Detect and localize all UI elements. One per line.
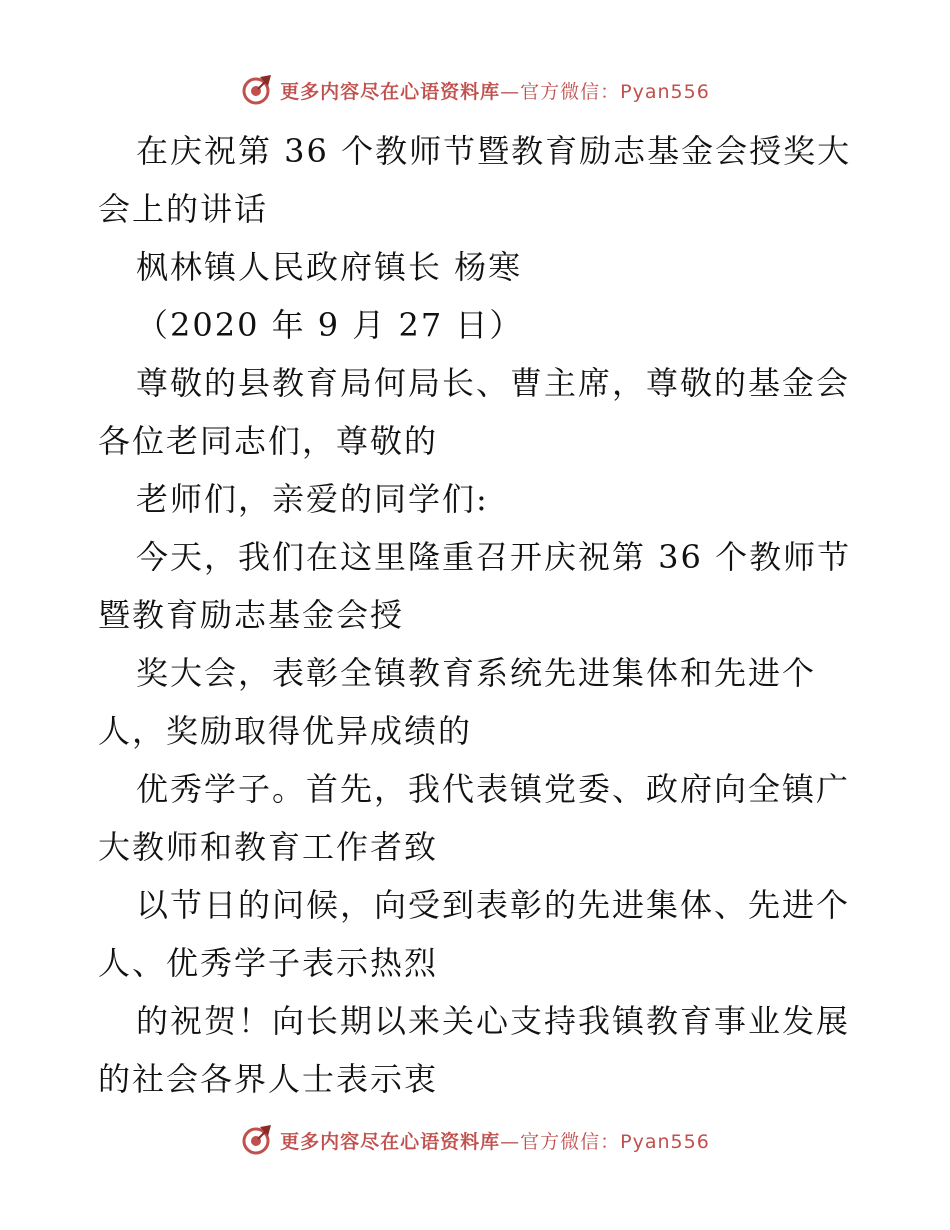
document-line: 的祝贺！向长期以来关心支持我镇教育事业发展 (136, 1002, 851, 1040)
document-line: 暨教育励志基金会授 (98, 596, 405, 634)
footer-banner (0, 1120, 950, 1160)
header-banner-text (280, 77, 710, 104)
document-line: 人、优秀学子表示热烈 (98, 944, 439, 982)
header-separator: — (500, 80, 521, 103)
document-line: 人，奖励取得优异成绩的 (98, 712, 473, 750)
document-line: 奖大会，表彰全镇教育系统先进集体和先进个 (136, 654, 817, 692)
pen-circle-logo-icon (240, 1123, 274, 1157)
footer-site-text: 更多内容尽在心语资料库 (280, 1130, 501, 1153)
document-line: 尊敬的县教育局何局长、曹主席，尊敬的基金会 (136, 364, 851, 402)
footer-separator: — (500, 1130, 521, 1153)
document-line: 在庆祝第 36 个教师节暨教育励志基金会授奖大 (136, 132, 852, 170)
header-wechat-text: 官方微信：Pyan556 (520, 80, 710, 103)
document-line: 老师们，亲爱的同学们: (136, 480, 489, 518)
header-site-text: 更多内容尽在心语资料库 (280, 80, 501, 103)
document-line: 以节日的问候，向受到表彰的先进集体、先进个 (136, 886, 851, 924)
document-line: 会上的讲话 (98, 190, 269, 228)
document-line: （2020 年 9 月 27 日） (136, 306, 524, 344)
document-line: 优秀学子。首先，我代表镇党委、政府向全镇广 (136, 770, 851, 808)
document-line: 的社会各界人士表示衷 (98, 1060, 439, 1098)
document-line: 各位老同志们，尊敬的 (98, 422, 439, 460)
footer-wechat-text: 官方微信：Pyan556 (520, 1130, 710, 1153)
document-line: 大教师和教育工作者致 (98, 828, 439, 866)
document-line: 今天，我们在这里隆重召开庆祝第 36 个教师节 (136, 538, 852, 576)
footer-banner-text (280, 1127, 710, 1154)
document-body (98, 122, 858, 1108)
header-banner (0, 70, 950, 110)
pen-circle-logo-icon (240, 73, 274, 107)
document-line: 枫林镇人民政府镇长 杨寒 (136, 248, 523, 286)
